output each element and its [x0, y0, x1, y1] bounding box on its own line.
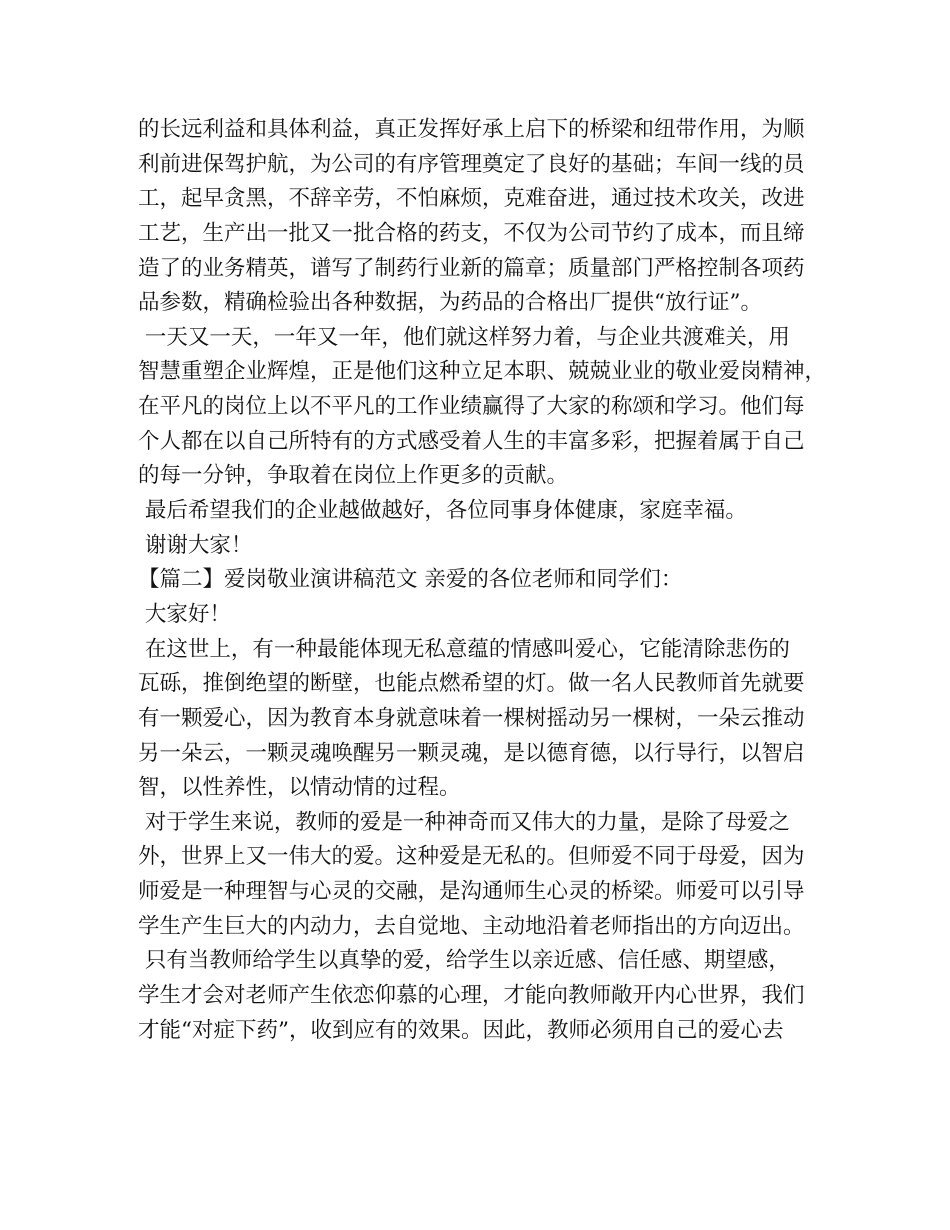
text-line: 的长远利益和具体利益，真正发挥好承上启下的桥梁和纽带作用，为顺 [138, 117, 805, 142]
text-line: 个人都在以自己所特有的方式感受着人生的丰富多彩，把握着属于自己 [138, 428, 805, 454]
text-line: 外，世界上又一伟大的爱。这种爱是无私的。但师爱不同于母爱，因为 [138, 844, 805, 870]
document-body [138, 113, 828, 1048]
text-line: 才能“对症下药”，收到应有的效果。因此，教师必须用自己的爱心去 [138, 1017, 784, 1043]
text-line: 师爱是一种理智与心灵的交融，是沟通师生心灵的桥梁。师爱可以引导 [138, 879, 805, 905]
text-line: 瓦砾，推倒绝望的断壁，也能点燃希望的灯。做一名人民教师首先就要 [138, 671, 805, 697]
text-line: 大家好！ [138, 601, 231, 627]
text-line: 的每一分钟，争取着在岗位上作更多的贡献。 [138, 463, 569, 489]
text-line: 只有当教师给学生以真挚的爱，给学生以亲近感、信任感、期望感， [138, 948, 790, 974]
text-line: 另一朵云，一颗灵魂唤醒另一颗灵魂，是以德育德，以行导行，以智启 [138, 740, 805, 766]
text-line: 工，起早贪黑，不辞辛劳，不怕麻烦，克难奋进，通过技术攻关，改进 [138, 186, 805, 212]
text-line: 有一颗爱心，因为教育本身就意味着一棵树摇动另一棵树，一朵云推动 [138, 705, 805, 731]
text-line: 谢谢大家！ [138, 532, 253, 558]
text-line: 造了的业务精英，谱写了制药行业新的篇章；质量部门严格控制各项药 [138, 255, 805, 281]
text-line: 学生才会对老师产生依恋仰慕的心理，才能向教师敞开内心世界，我们 [138, 983, 805, 1009]
text-line: 品参数，精确检验出各种数据，为药品的合格出厂提供“放行证”。 [138, 290, 762, 316]
section-heading-line: 【篇二】爱岗敬业演讲稿范文 亲爱的各位老师和同学们： [138, 567, 683, 593]
text-line: 智慧重塑企业辉煌，正是他们这种立足本职、兢兢业业的敬业爱岗精神， [138, 359, 827, 385]
text-line: 利前进保驾护航，为公司的有序管理奠定了良好的基础；车间一线的员 [138, 151, 805, 177]
text-line: 学生产生巨大的内动力，去自觉地、主动地沿着老师指出的方向迈出。 [138, 913, 805, 939]
text-line: 智，以性养性，以情动情的过程。 [138, 775, 461, 801]
text-line: 最后希望我们的企业越做越好，各位同事身体健康，家庭幸福。 [138, 498, 747, 524]
text-line: 对于学生来说，教师的爱是一种神奇而又伟大的力量，是除了母爱之 [138, 809, 790, 835]
text-line: 在平凡的岗位上以不平凡的工作业绩赢得了大家的称颂和学习。他们每 [138, 394, 805, 420]
text-line: 工艺，生产出一批又一批合格的药支，不仅为公司节约了成本，而且缔 [138, 220, 805, 246]
text-line: 一天又一天，一年又一年，他们就这样努力着，与企业共渡难关，用 [138, 324, 790, 350]
text-line: 在这世上，有一种最能体现无私意蕴的情感叫爱心，它能清除悲伤的 [138, 636, 790, 662]
